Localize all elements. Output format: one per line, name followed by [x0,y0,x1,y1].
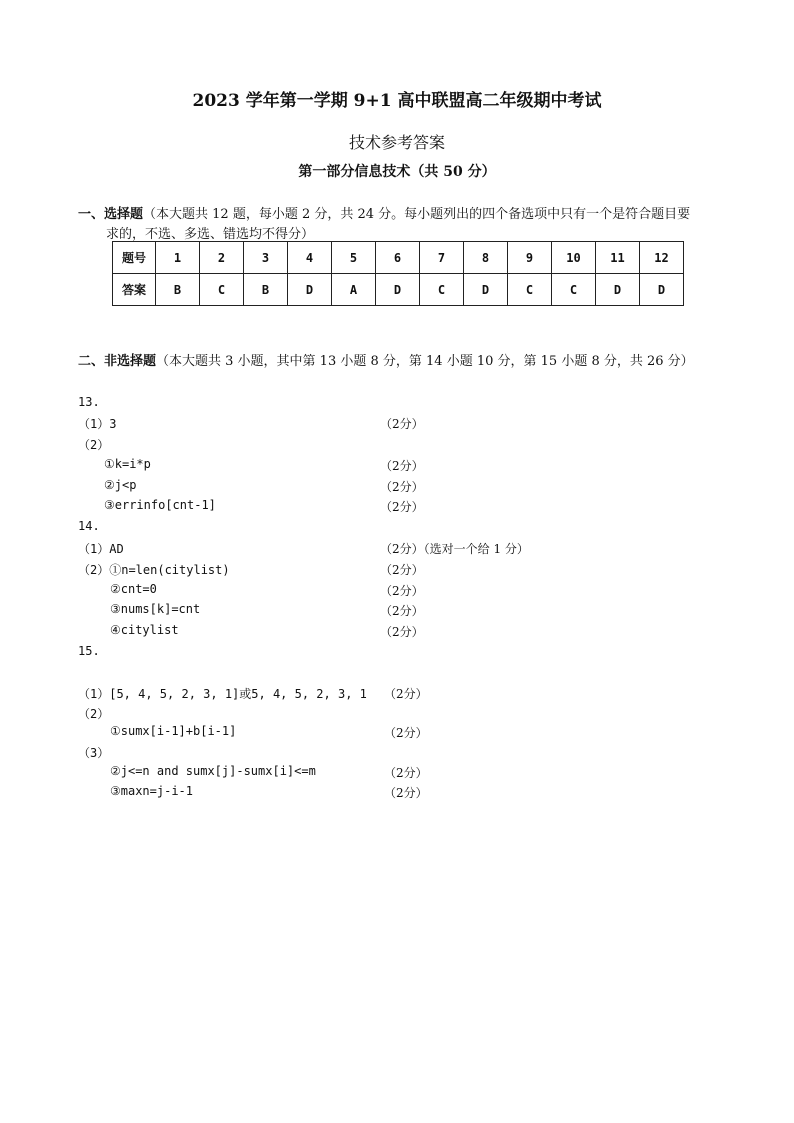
number-cell: 8 [464,242,508,274]
section2-heading: 二、非选择题 [78,354,157,369]
q13-answer-1: （1）3 [78,417,117,431]
q15-answer-3-1: ②j<=n and sumx[j]-sumx[i]<=m [110,764,316,778]
answer-cell: D [640,274,684,306]
document-title: 2023 学年第一学期 9+1 高中联盟高二年级期中考试 [192,91,602,111]
q15-answer-2-1: ①sumx[i-1]+b[i-1] [110,724,237,738]
q15-points-2-1: （2分） [384,726,428,740]
number-cell: 3 [244,242,288,274]
answer-table [112,241,684,306]
q14-points-1: （2分）（选对一个给 1 分） [380,542,529,556]
q13-points-2-3: （2分） [380,500,424,514]
q15-points-3-2: （2分） [384,786,428,800]
q14-answer-2-2: ②cnt=0 [110,582,157,596]
q15-points-1: （2分） [384,687,428,701]
row-label-answer: 答案 [113,274,156,306]
q14-answer-2-4: ④citylist [110,623,179,637]
number-cell: 11 [596,242,640,274]
answer-cell: B [156,274,200,306]
answer-cell: C [200,274,244,306]
answer-cell: D [596,274,640,306]
q13-points-2-1: （2分） [380,459,424,473]
row-label-number: 题号 [113,242,156,274]
q14-answer-1: （1）AD [78,542,124,556]
number-cell: 10 [552,242,596,274]
q15-answer-3-2: ③maxn=j-i-1 [110,784,194,798]
q14-points-2-3: （2分） [380,604,424,618]
q13-answer-2-1: ①k=i*p [104,457,151,471]
q13-points-1: （2分） [380,417,424,431]
q15-points-3-1: （2分） [384,766,428,780]
q13-number: 13. [78,395,100,409]
answer-cell: D [376,274,420,306]
number-cell: 6 [376,242,420,274]
answer-cell: C [508,274,552,306]
q14-points-2-2: （2分） [380,584,424,598]
answer-table-answer-row [113,274,684,306]
q15-part-3: （3） [78,746,110,760]
q14-points-2-4: （2分） [380,625,424,639]
answer-cell: D [288,274,332,306]
answer-cell: C [552,274,596,306]
q13-answer-2-3: ③errinfo[cnt-1] [104,498,216,512]
section2-line [78,350,694,369]
section1-desc-line1: （本大题共 12 题，每小题 2 分，共 24 分。每小题列出的四个备选项中只有一个是符合题目要 [143,207,691,222]
q15-part-2: （2） [78,707,110,721]
q14-answer-2-1: （2）①n=len(citylist) [78,563,230,577]
q14-answer-2-3: ③nums[k]=cnt [110,602,201,616]
q15-number: 15. [78,644,100,658]
number-cell: 4 [288,242,332,274]
answer-table-number-row [113,242,684,274]
number-cell: 2 [200,242,244,274]
q13-points-2-2: （2分） [380,480,424,494]
section1-line1 [78,203,690,222]
number-cell: 12 [640,242,684,274]
answer-cell: D [464,274,508,306]
q15-answer-1: （1）[5, 4, 5, 2, 3, 1]或5, 4, 5, 2, 3, 1 [78,687,367,701]
q14-number: 14. [78,519,100,533]
section1-desc-line2: 求的，不选、多选、错选均不得分） [106,227,315,242]
document-subtitle: 技术参考答案 [348,133,445,152]
number-cell: 5 [332,242,376,274]
number-cell: 1 [156,242,200,274]
section1-heading: 一、选择题 [78,207,144,222]
section2-desc: （本大题共 3 小题，其中第 13 小题 8 分，第 14 小题 10 分，第 15 小题 8 分，共 26 分） [156,354,694,369]
answer-cell: B [244,274,288,306]
number-cell: 7 [420,242,464,274]
q13-part-2: （2） [78,438,110,452]
answer-cell: C [420,274,464,306]
q14-points-2-1: （2分） [380,563,424,577]
q13-answer-2-2: ②j<p [104,478,137,492]
part-title: 第一部分信息技术（共 50 分） [298,164,496,180]
number-cell: 9 [508,242,552,274]
answer-cell: A [332,274,376,306]
